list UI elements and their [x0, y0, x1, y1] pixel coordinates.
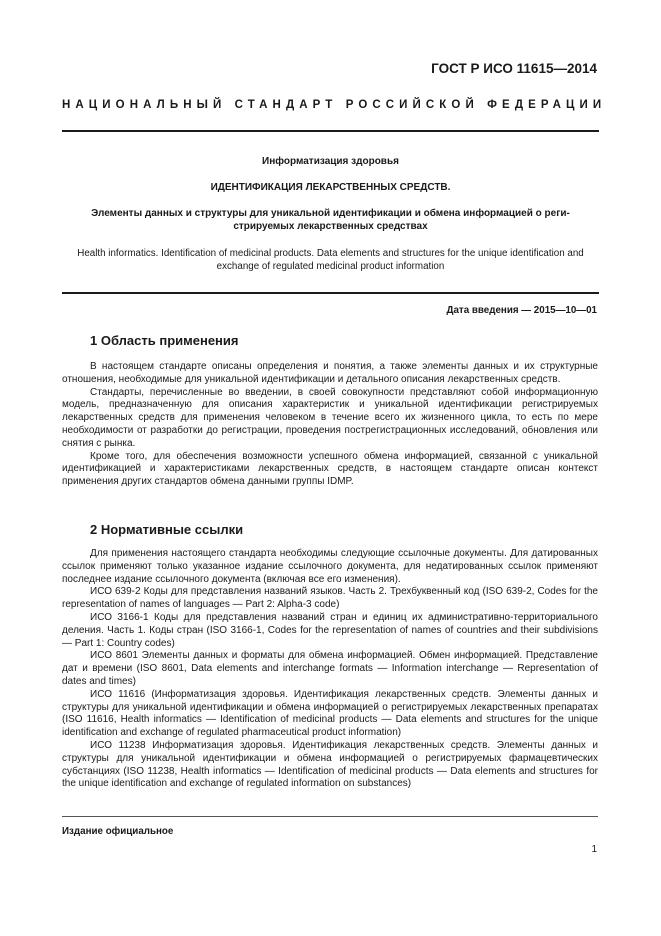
introduction-date: Дата введения — 2015—10—01 [446, 305, 597, 316]
national-standard-banner: НАЦИОНАЛЬНЫЙ СТАНДАРТ РОССИЙСКОЙ ФЕДЕРАЦИИ [62, 99, 607, 111]
section-2-paragraph: ИСО 639-2 Коды для представления названий языков. Часть 2. Трехбуквенный код (ISO 639-2, Codes for the representation of names of languages — Part 2: Alpha-3 code) [62, 586, 598, 611]
section-2-paragraph: ИСО 11616 (Информатизация здоровья. Идентификация лекарственных средств. Элементы данных и структуры для уникальной идентификации и обмена информацией о регистрируемых лекарственных препаратах (ISO 11616, Health informatics — Identification of medicinal products — Data elements and structures for the unique identification and exchange of regulated pharmaceutical product information) [62, 688, 598, 739]
header-rule [62, 130, 599, 132]
section-1-body [62, 361, 598, 489]
title-subtitle [62, 207, 599, 233]
title-rule [62, 292, 599, 294]
section-2-paragraph: Для применения настоящего стандарта необходимы следующие ссылочные документы. Для датированных ссылок применяют только указанное издание ссылочного документа, для недатированных ссылок применяют последнее издание ссылочного документа (включая все его изменения). [62, 548, 598, 585]
title-english-line-2: exchange of regulated medicinal product information [216, 261, 445, 272]
document-code: ГОСТ Р ИСО 11615—2014 [431, 61, 597, 76]
title-subtitle-line-2: стрируемых лекарственных средствах [233, 221, 428, 232]
section-1-heading: 1 Область применения [90, 333, 239, 348]
section-1-paragraph: Кроме того, для обеспечения возможности успешного обмена информацией, связанной с уникальной идентификацией и характеристиками лекарственных средств, в настоящем стандарте описан контекст применения других стандартов обмена данными группы IDMP. [62, 450, 598, 488]
title-english-line-1: Health informatics. Identification of medicinal products. Data elements and structures for the unique identification and [77, 248, 584, 259]
section-1-paragraph: Стандарты, перечисленные во введении, в своей совокупности представляют собой информационную модель, предназначенную для описания характеристик и уникальной идентификации регистрируемых лекарственных средств для применения человеком в течение всего их жизненного цикла, то есть по мере необходимости от разработки до регистрации, проведения пострегистрационных исследований, обновления или снятия с рынка. [62, 386, 598, 449]
title-category: Информатизация здоровья [262, 156, 399, 167]
section-2-body [62, 548, 598, 791]
title-english [62, 247, 599, 273]
footer-rule [62, 816, 598, 817]
title-subtitle-line-1: Элементы данных и структуры для уникальной идентификации и обмена информацией о реги- [91, 208, 570, 219]
page-number: 1 [591, 844, 597, 855]
section-2-paragraph: ИСО 3166-1 Коды для представления названий стран и единиц их административно-территориального деления. Часть 1. Коды стран (ISO 3166-1, Codes for the representation of names of countries and their subdivisions — Part 1: Country codes) [62, 611, 598, 649]
section-2-heading: 2 Нормативные ссылки [90, 522, 244, 537]
section-1-paragraph: В настоящем стандарте описаны определения и понятия, а также элементы данных и их структурные отношения, необходимые для уникальной идентификации и детального описания лекарственных средств. [62, 361, 598, 385]
section-2-paragraph: ИСО 8601 Элементы данных и форматы для обмена информацией. Обмен информацией. Представление дат и времени (ISO 8601, Data elements and interchange formats — Information interchange — Representation of dates and times) [62, 650, 598, 687]
official-edition-label: Издание официальное [62, 826, 174, 837]
section-2-paragraph: ИСО 11238 Информатизация здоровья. Идентификация лекарственных средств. Элементы данных и структуры для уникальной идентификации и обмена информацией о регистрируемых фармацевтических субстанциях (ISO 11238, Health informatics — Identification of medicinal products — Data elements and structures for the unique identification and exchange of regulated information on substances) [62, 739, 598, 790]
title-main: ИДЕНТИФИКАЦИЯ ЛЕКАРСТВЕННЫХ СРЕДСТВ. [210, 182, 451, 193]
